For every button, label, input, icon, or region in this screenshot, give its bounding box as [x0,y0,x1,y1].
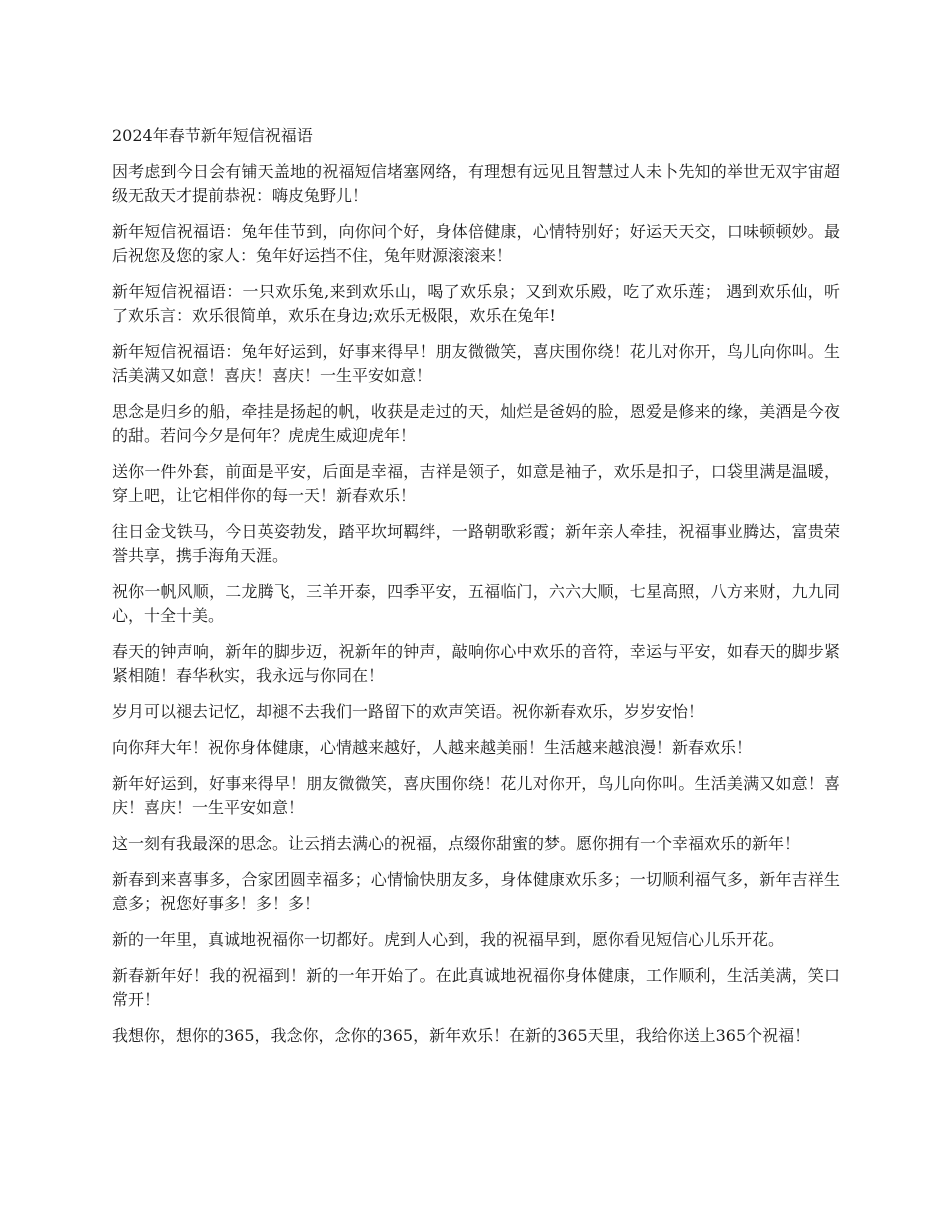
paragraph: 往日金戈铁马，今日英姿勃发，踏平坎坷羁绊，一路朝歌彩霞；新年亲人牵挂，祝福事业腾达，富贵荣誉共享，携手海角天涯。 [112,522,840,565]
document-page [112,124,840,1060]
document-title: 2024年春节新年短信祝福语 [112,126,313,145]
paragraph: 新春到来喜事多，合家团圆幸福多；心情愉快朋友多，身体健康欢乐多；一切顺利福气多，新年吉祥生意多；祝您好事多！多！多！ [112,870,840,913]
paragraph: 新年短信祝福语：兔年好运到，好事来得早！朋友微微笑，喜庆围你绕！花儿对你开，鸟儿向你叫。生活美满又如意！喜庆！喜庆！一生平安如意！ [112,342,840,385]
paragraph: 新年短信祝福语：一只欢乐兔,来到欢乐山，喝了欢乐泉；又到欢乐殿，吃了欢乐莲； 遇到欢乐仙，听了欢乐言：欢乐很简单，欢乐在身边;欢乐无极限，欢乐在兔年! [112,282,840,325]
paragraph: 这一刻有我最深的思念。让云捎去满心的祝福，点缀你甜蜜的梦。愿你拥有一个幸福欢乐的新年！ [112,834,801,853]
paragraph: 新年短信祝福语：兔年佳节到，向你问个好，身体倍健康，心情特别好；好运天天交，口味顿顿妙。最后祝您及您的家人：兔年好运挡不住，兔年财源滚滚来！ [112,222,840,265]
paragraph: 岁月可以褪去记忆，却褪不去我们一路留下的欢声笑语。祝你新春欢乐，岁岁安怡！ [112,702,705,721]
paragraph: 送你一件外套，前面是平安，后面是幸福，吉祥是领子，如意是袖子，欢乐是扣子，口袋里满是温暖，穿上吧，让它相伴你的每一天！新春欢乐！ [112,462,840,505]
paragraph: 因考虑到今日会有铺天盖地的祝福短信堵塞网络，有理想有远见且智慧过人未卜先知的举世无双宇宙超级无敌天才提前恭祝：嗨皮兔野儿！ [112,162,840,205]
paragraph: 祝你一帆风顺，二龙腾飞，三羊开泰，四季平安，五福临门，六六大顺，七星高照，八方来财，九九同心，十全十美。 [112,582,840,625]
paragraph: 新的一年里，真诚地祝福你一切都好。虎到人心到，我的祝福早到，愿你看见短信心儿乐开花。 [112,930,785,949]
paragraph: 新年好运到，好事来得早！朋友微微笑，喜庆围你绕！花儿对你开，鸟儿向你叫。生活美满又如意！喜庆！喜庆！一生平安如意！ [112,774,840,817]
paragraph: 思念是归乡的船，牵挂是扬起的帆，收获是走过的天，灿烂是爸妈的脸，恩爱是修来的缘，美酒是今夜的甜。若问今夕是何年？虎虎生威迎虎年！ [112,402,840,445]
paragraph: 向你拜大年！祝你身体健康，心情越来越好，人越来越美丽！生活越来越浪漫！新春欢乐！ [112,738,753,757]
paragraph: 春天的钟声响，新年的脚步迈，祝新年的钟声，敲响你心中欢乐的音符，幸运与平安，如春天的脚步紧紧相随！春华秋实，我永远与你同在！ [112,642,840,685]
paragraph: 新春新年好！我的祝福到！新的一年开始了。在此真诚地祝福你身体健康，工作顺利，生活美满，笑口常开！ [112,966,840,1009]
paragraph: 我想你，想你的365，我念你，念你的365，新年欢乐！在新的365天里，我给你送上365个祝福！ [112,1026,811,1045]
